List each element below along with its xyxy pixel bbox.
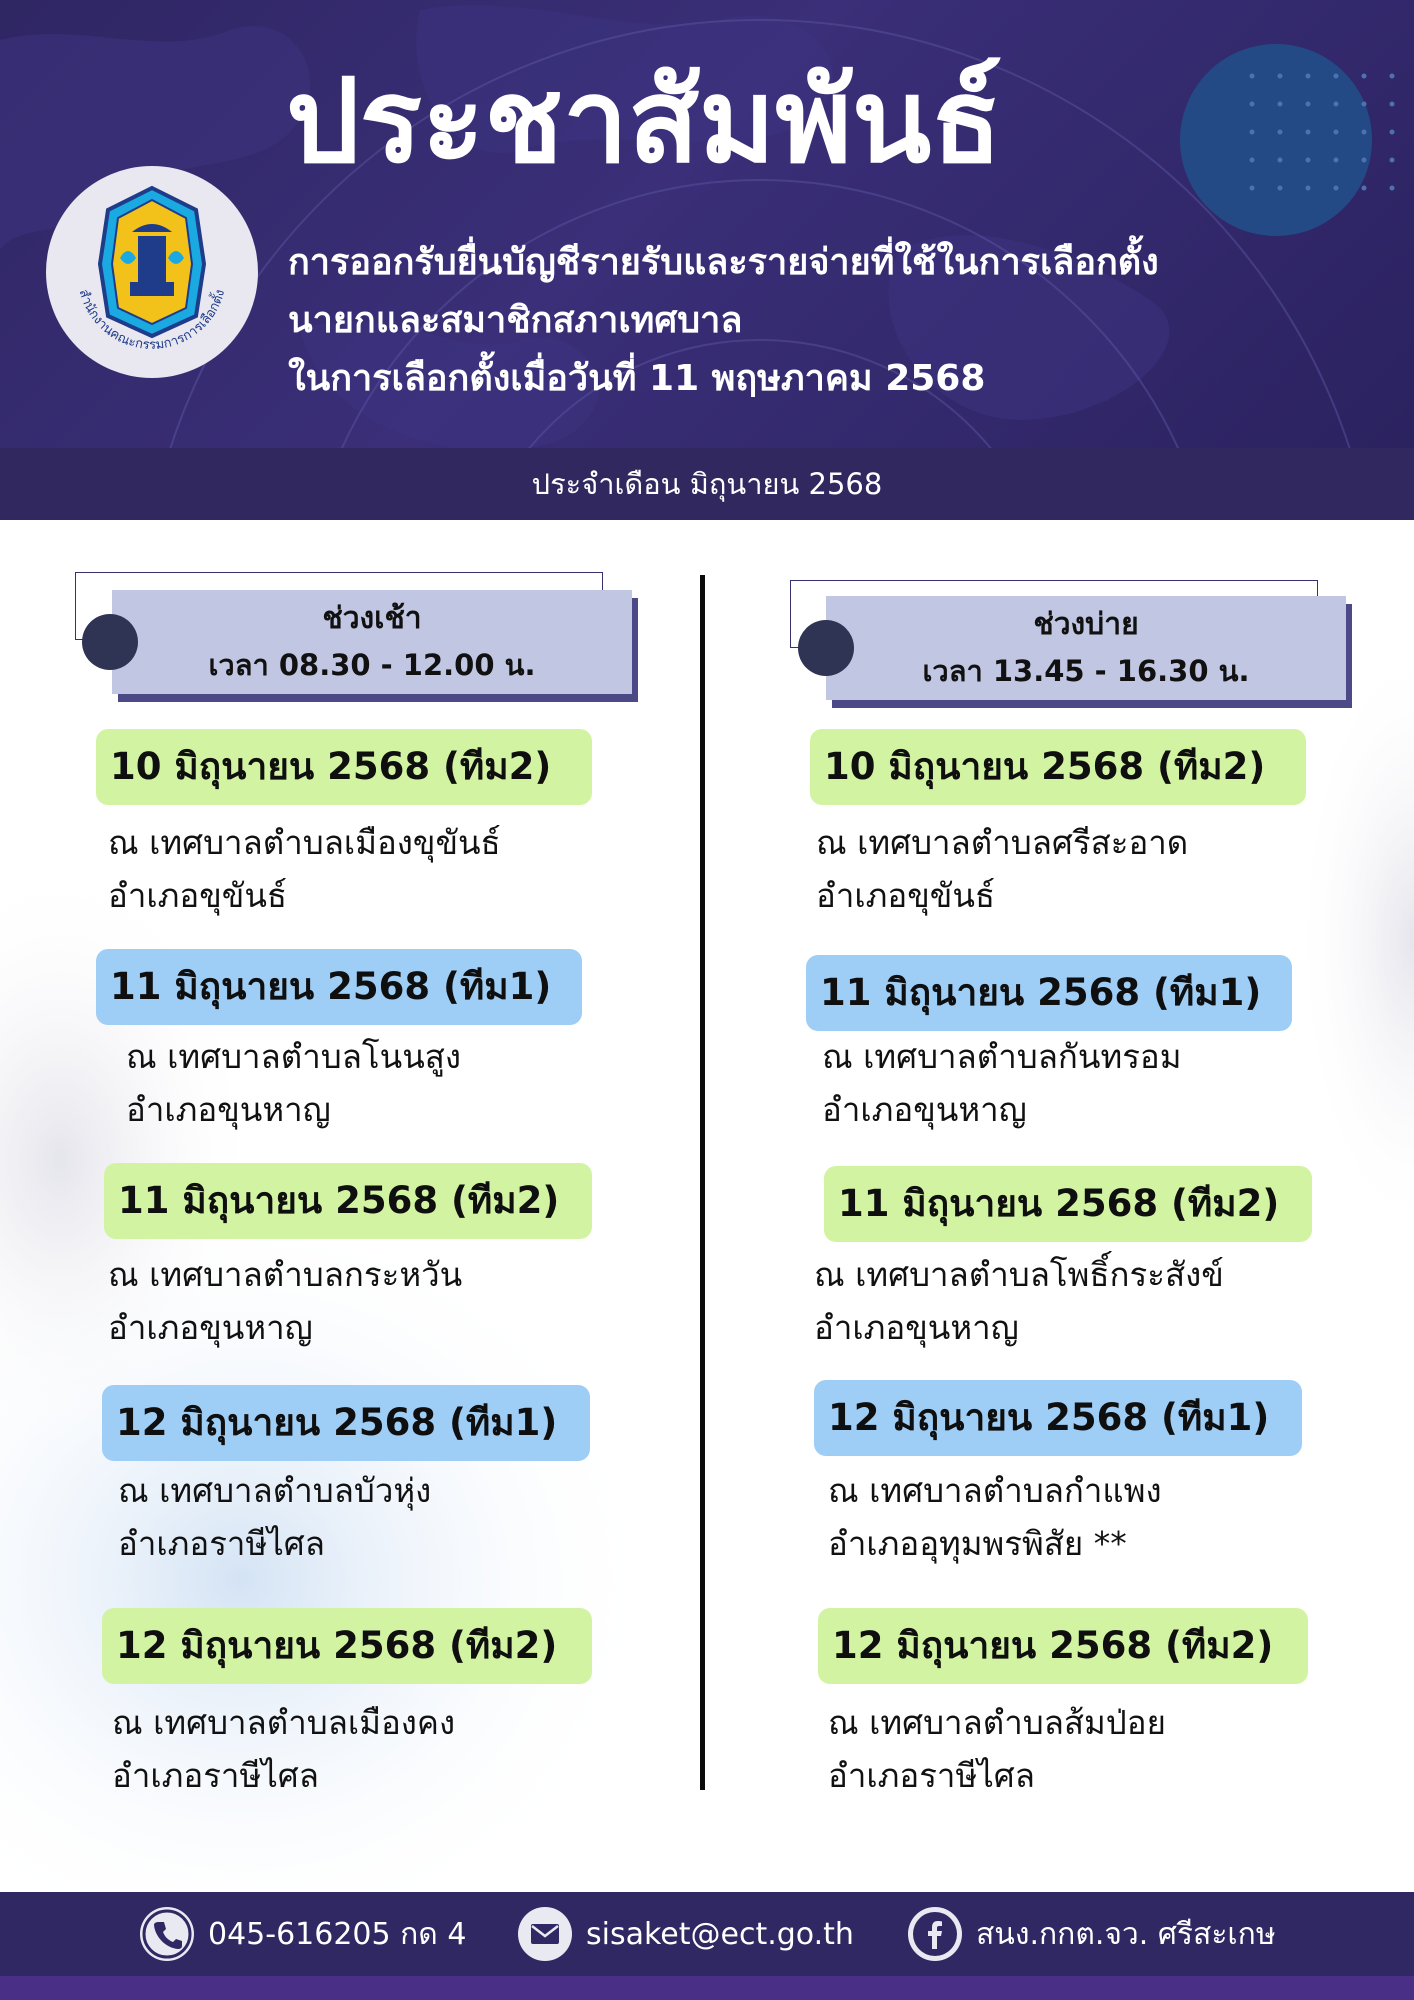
afternoon-entry-1-date: 10 มิถุนายน 2568 (ทีม2) bbox=[810, 729, 1306, 805]
subtitle bbox=[288, 234, 1398, 408]
afternoon-entry-4-district: อำเภออุทุมพรพิสัย ** bbox=[828, 1524, 1127, 1563]
afternoon-entry-2-place: ณ เทศบาลตำบลกันทรอม bbox=[822, 1037, 1182, 1076]
logo-text: สำนักงานคณะกรรมการการเลือกตั้ง bbox=[75, 287, 229, 353]
page-title: ประชาสัมพันธ์ bbox=[286, 54, 1002, 189]
afternoon-entry-3-location bbox=[814, 1248, 1224, 1354]
afternoon-session-title: ช่วงบ่าย bbox=[1033, 607, 1139, 642]
afternoon-session-time: เวลา 13.45 - 16.30 น. bbox=[922, 654, 1250, 688]
footer bbox=[0, 1892, 1414, 2000]
morning-entry-1-location bbox=[108, 816, 501, 922]
morning-entry-1-place: ณ เทศบาลตำบลเมืองขุขันธ์ bbox=[108, 823, 501, 862]
morning-entry-3-date: 11 มิถุนายน 2568 (ทีม2) bbox=[104, 1163, 592, 1239]
morning-entry-5-location bbox=[112, 1696, 455, 1802]
afternoon-entry-3-district: อำเภอขุนหาญ bbox=[814, 1308, 1019, 1347]
subtitle-line-1: การออกรับยื่นบัญชีรายรับและรายจ่ายที่ใช้ในการเลือกตั้ง bbox=[288, 242, 1159, 283]
morning-entry-3-location bbox=[108, 1248, 462, 1354]
morning-entry-3-place: ณ เทศบาลตำบลกระหวัน bbox=[108, 1255, 463, 1294]
morning-entry-4-place: ณ เทศบาลตำบลบัวหุ่ง bbox=[118, 1471, 432, 1510]
morning-entry-2-date: 11 มิถุนายน 2568 (ทีม1) bbox=[96, 949, 582, 1025]
afternoon-entry-5-location bbox=[828, 1696, 1166, 1802]
morning-entry-1-date: 10 มิถุนายน 2568 (ทีม2) bbox=[96, 729, 592, 805]
afternoon-entry-3-place: ณ เทศบาลตำบลโพธิ์กระสังข์ bbox=[814, 1255, 1224, 1294]
mail-icon bbox=[518, 1907, 572, 1961]
afternoon-entry-5-place: ณ เทศบาลตำบลส้มป่อย bbox=[828, 1703, 1166, 1742]
afternoon-entry-1-place: ณ เทศบาลตำบลศรีสะอาด bbox=[816, 823, 1189, 862]
contact-phone[interactable] bbox=[140, 1906, 466, 1962]
morning-entry-4-location bbox=[118, 1464, 431, 1570]
afternoon-entry-4-place: ณ เทศบาลตำบลกำแพง bbox=[828, 1471, 1162, 1510]
subtitle-line-2: นายกและสมาชิกสภาเทศบาล bbox=[288, 300, 743, 341]
morning-entry-3-district: อำเภอขุนหาญ bbox=[108, 1308, 313, 1347]
morning-session-header bbox=[112, 590, 632, 694]
afternoon-entry-2-location bbox=[822, 1030, 1182, 1136]
footer-strip bbox=[0, 1976, 1414, 2000]
subtitle-line-3: ในการเลือกตั้งเมื่อวันที่ 11 พฤษภาคม 2568 bbox=[288, 358, 986, 399]
afternoon-entry-2-date: 11 มิถุนายน 2568 (ทีม1) bbox=[806, 955, 1292, 1031]
morning-entry-1-district: อำเภอขุขันธ์ bbox=[108, 876, 288, 915]
contact-facebook[interactable] bbox=[908, 1906, 1276, 1962]
afternoon-entry-3-date: 11 มิถุนายน 2568 (ทีม2) bbox=[824, 1166, 1312, 1242]
morning-entry-5-place: ณ เทศบาลตำบลเมืองคง bbox=[112, 1703, 456, 1742]
header bbox=[0, 0, 1414, 448]
morning-entry-5-date: 12 มิถุนายน 2568 (ทีม2) bbox=[102, 1608, 592, 1684]
afternoon-bullet-dot bbox=[798, 620, 854, 676]
morning-entry-2-district: อำเภอขุนหาญ bbox=[126, 1090, 331, 1129]
phone-icon bbox=[140, 1907, 194, 1961]
column-divider bbox=[700, 575, 705, 1790]
morning-entry-5-district: อำเภอราษีไศล bbox=[112, 1756, 319, 1795]
afternoon-entry-4-location bbox=[828, 1464, 1162, 1570]
phone-number: 045-616205 กด 4 bbox=[208, 1916, 467, 1952]
morning-bullet-dot bbox=[82, 614, 138, 670]
morning-entry-2-place: ณ เทศบาลตำบลโนนสูง bbox=[126, 1037, 462, 1076]
afternoon-entry-1-location bbox=[816, 816, 1188, 922]
month-banner: ประจำเดือน มิถุนายน 2568 bbox=[0, 448, 1414, 520]
afternoon-entry-4-date: 12 มิถุนายน 2568 (ทีม1) bbox=[814, 1380, 1302, 1456]
afternoon-entry-2-district: อำเภอขุนหาญ bbox=[822, 1090, 1027, 1129]
morning-entry-4-district: อำเภอราษีไศล bbox=[118, 1524, 325, 1563]
morning-session-title: ช่วงเช้า bbox=[322, 601, 422, 636]
morning-session-time: เวลา 08.30 - 12.00 น. bbox=[208, 648, 536, 682]
afternoon-session-header bbox=[826, 596, 1346, 700]
email-address: sisaket@ect.go.th bbox=[586, 1916, 854, 1952]
afternoon-entry-5-date: 12 มิถุนายน 2568 (ทีม2) bbox=[818, 1608, 1308, 1684]
afternoon-entry-5-district: อำเภอราษีไศล bbox=[828, 1756, 1035, 1795]
morning-entry-2-location bbox=[126, 1030, 461, 1136]
afternoon-entry-1-district: อำเภอขุขันธ์ bbox=[816, 876, 996, 915]
ect-logo bbox=[46, 166, 258, 378]
facebook-icon bbox=[908, 1907, 962, 1961]
facebook-page: สนง.กกต.จว. ศรีสะเกษ bbox=[976, 1916, 1276, 1952]
morning-entry-4-date: 12 มิถุนายน 2568 (ทีม1) bbox=[102, 1385, 590, 1461]
contact-email[interactable] bbox=[518, 1906, 854, 1962]
